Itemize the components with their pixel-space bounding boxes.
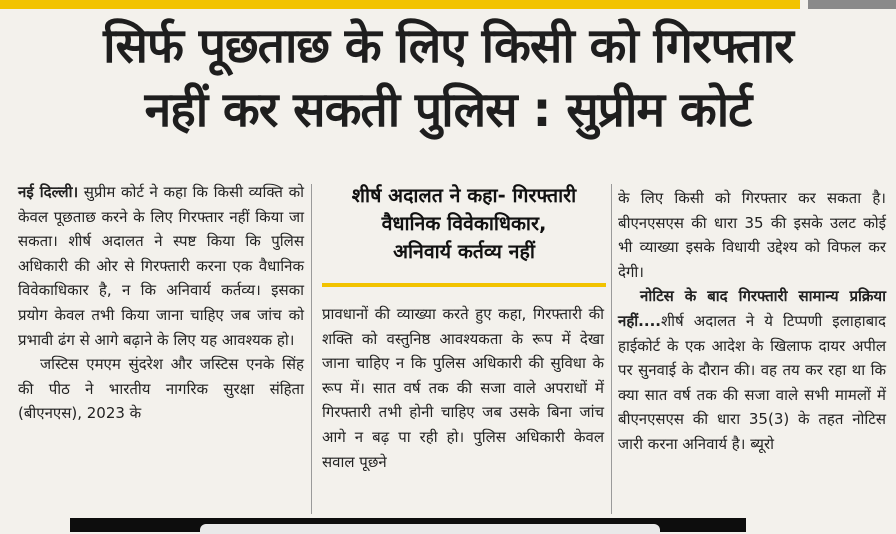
dateline: नई दिल्ली। xyxy=(18,183,79,201)
headline-line-1: सिर्फ पूछताछ के लिए किसी को गिरफ्तार xyxy=(103,18,793,74)
column1-para-1 xyxy=(18,180,304,352)
column2-para-1: प्रावधानों की व्याख्या करते हुए कहा, गिरफ्तारी की शक्ति को वस्तुनिष्ठ आवश्यकता के रूप में देखा जाना चाहिए न कि पुलिस अधिकारी की सुविधा के रूप में। सात वर्ष तक की सजा वाले अपराधों में गिरफ्तारी तभी होनी चाहिए जब उसके बिना जांच आगे न बढ़ पा रही हो। पुलिस अधिकारी केवल सवाल पूछने xyxy=(322,305,604,471)
headline xyxy=(0,14,896,142)
headline-line-2: नहीं कर सकती पुलिस : सुप्रीम कोर्ट xyxy=(144,82,752,138)
article-column-2 xyxy=(322,302,604,474)
kicker-line-3: अनिवार्य कर्तव्य नहीं xyxy=(393,240,535,263)
column3-para-2 xyxy=(618,284,886,456)
kicker-line-1: शीर्ष अदालत ने कहा- गिरफ्तारी xyxy=(351,184,577,207)
kicker-underline xyxy=(322,283,606,287)
column1-para-2: जस्टिस एमएम सुंदरेश और जस्टिस एनके सिंह की पीठ ने भारतीय नागरिक सुरक्षा संहिता (बीएनएस), 2023 के xyxy=(18,355,304,423)
column3-para-2-text: शीर्ष अदालत ने ये टिप्पणी इलाहाबाद हाईकोर्ट के एक आदेश के खिलाफ दायर अपील पर सुनवाई के दौरान की। वह तय कर रहा था कि क्या सात वर्ष तक की सजा वाले सभी मामलों में बीएनएसएस की धारा 35(3) के तहत नोटिस जारी करना अनिवार्य है। ब्यूरो xyxy=(618,311,886,453)
article-column-3 xyxy=(618,186,886,457)
column3-subhead: नोटिस के बाद गिरफ्तारी सामान्य प्रक्रिया नहीं.... xyxy=(618,287,886,330)
column1-para-1-text: सुप्रीम कोर्ट ने कहा कि किसी व्यक्ति को केवल पूछताछ करने के लिए गिरफ्तार नहीं किया जा सकता। शीर्ष अदालत ने स्पष्ट किया कि पुलिस अधिकारी की ओर से गिरफ्तारी करना एक वैधानिक विवेकाधिकार है, न कि अनिवार्य कर्तव्य। इसका प्रयोग केवल तभी किया जाना चाहिए जब जांच को प्रभावी ढंग से आगे बढ़ाने के लिए यह आवश्यक हो। xyxy=(18,183,304,349)
top-grey-bar xyxy=(808,0,896,9)
article-column-1 xyxy=(18,180,304,426)
top-accent-bar xyxy=(0,0,800,9)
kicker-line-2: वैधानिक विवेकाधिकार, xyxy=(381,212,547,235)
column-divider-1 xyxy=(311,184,312,514)
bottom-banner-tab xyxy=(200,524,660,534)
column3-para-1: के लिए किसी को गिरफ्तार कर सकता है। बीएनएसएस की धारा 35 की इसके उलट कोई भी व्याख्या इसके विधायी उद्देश्य को विफल कर देगी। xyxy=(618,189,886,281)
kicker-box xyxy=(320,182,608,266)
column-divider-2 xyxy=(611,184,612,514)
